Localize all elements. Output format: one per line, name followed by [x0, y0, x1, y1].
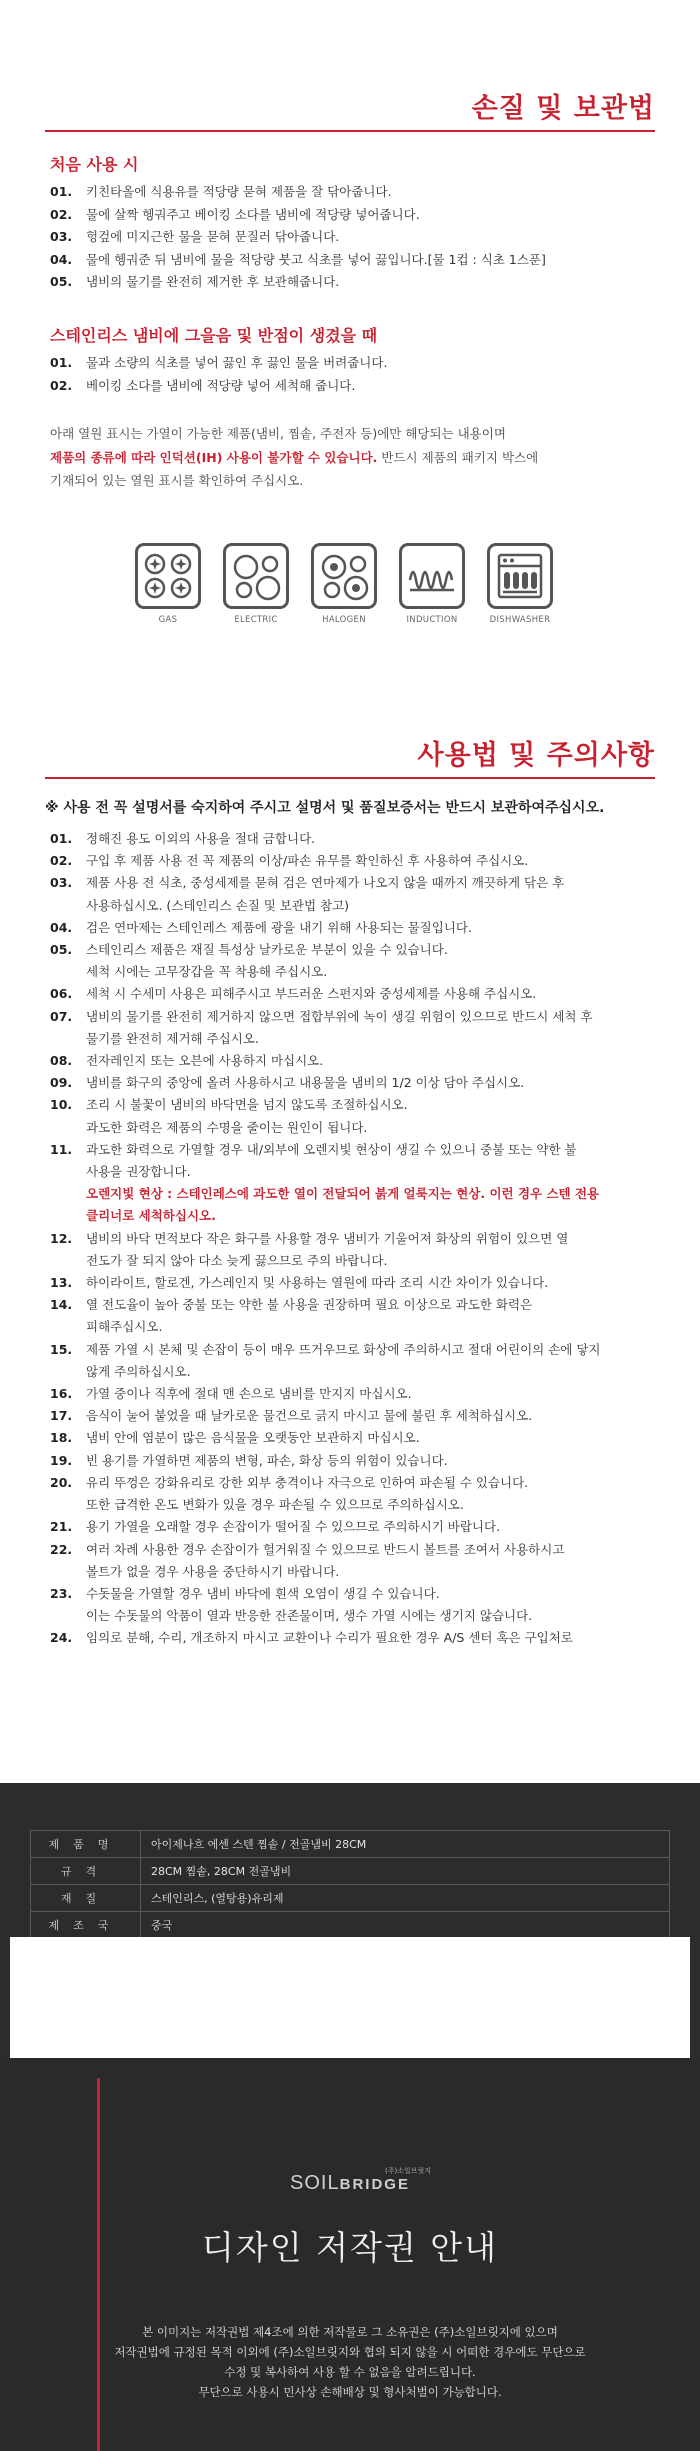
- item-number: 06.: [50, 986, 73, 1002]
- caution-item: [50, 983, 660, 1005]
- usage-caution-list: [50, 828, 660, 1650]
- item-line: 피해주십시오.: [86, 1319, 163, 1335]
- item-line: 유리 뚜껑은 강화유리로 강한 외부 충격이나 자극으로 인하여 파손될 수 있습니다.: [86, 1474, 529, 1490]
- list-item: [50, 352, 660, 375]
- brand-soil: SOIL: [290, 2172, 340, 2194]
- item-number: 03.: [50, 875, 73, 891]
- spec-table: [30, 1830, 670, 1939]
- item-line: 물기를 완전히 제거해 주십시오.: [86, 1030, 259, 1046]
- item-number: 11.: [50, 1141, 73, 1157]
- item-number: 02.: [50, 853, 73, 869]
- item-text: [86, 1627, 660, 1649]
- list-item: [50, 249, 660, 272]
- caution-item: [50, 872, 660, 916]
- copyright-line: 무단으로 사용시 민사상 손해배상 및 형사처벌이 가능합니다.: [198, 2385, 502, 2399]
- item-text: [86, 983, 660, 1005]
- list-item: [50, 271, 660, 294]
- caution-item: [50, 1450, 660, 1472]
- item-text: [86, 1450, 660, 1472]
- item-number: 18.: [50, 1430, 73, 1446]
- item-number: 23.: [50, 1585, 73, 1601]
- item-line: 용기 가열을 오래할 경우 손잡이가 떨어질 수 있으므로 주의하시기 바랍니다.: [86, 1519, 501, 1535]
- item-number: 08.: [50, 1053, 73, 1069]
- item-number: 01.: [50, 355, 73, 370]
- item-number: 17.: [50, 1408, 73, 1424]
- item-line: 하이라이트, 할로겐, 가스레인지 및 사용하는 열원에 따라 조리 시간 차이가 있습니다.: [86, 1275, 549, 1291]
- stain-care-list: [50, 352, 660, 397]
- caution-item: [50, 1072, 660, 1094]
- item-number: 20.: [50, 1474, 73, 1490]
- item-line: 빈 용기를 가열하면 제품의 변형, 파손, 화상 등의 위험이 있습니다.: [86, 1452, 448, 1468]
- item-line: 제품 사용 전 식초, 중성세제를 묻혀 검은 연마제가 나오지 않을 때까지 깨끗하게 닦은 후: [86, 875, 565, 891]
- item-line: 여러 차례 사용한 경우 손잡이가 헐거워질 수 있으므로 반드시 볼트를 조여서 사용하시고: [86, 1541, 565, 1557]
- care-storage-title: 손질 및 보관법: [471, 93, 655, 124]
- item-line: 이는 수돗물의 악품이 열과 반응한 잔존물이며, 생수 가열 시에는 생기지 않습니다.: [86, 1608, 533, 1624]
- item-line: 수돗물을 가열할 경우 냄비 바닥에 흰색 오염이 생길 수 있습니다.: [86, 1585, 440, 1601]
- heat-source-icons: [132, 543, 572, 625]
- item-line: 스테인리스 제품은 재질 특성상 날카로운 부분이 있을 수 있습니다.: [86, 942, 448, 958]
- note-line: [50, 446, 660, 470]
- item-number: 05.: [50, 274, 73, 289]
- item-text: 베이킹 소다를 냄비에 적당량 넣어 세척해 줍니다.: [86, 377, 356, 393]
- copyright-title: 디자인 저작권 안내: [201, 2228, 498, 2267]
- caution-item: [50, 917, 660, 939]
- item-line: 구입 후 제품 사용 전 꼭 제품의 이상/파손 유무를 확인하신 후 사용하여 주십시오.: [86, 853, 529, 869]
- copyright-line: 본 이미지는 저작권법 제4조에 의한 저작물로 그 소유권은 (주)소일브릿지에 있으며: [142, 2325, 558, 2339]
- caution-item: [50, 1427, 660, 1449]
- caution-item: [50, 1294, 660, 1338]
- item-line: 볼트가 없을 경우 사용을 중단하시기 바랍니다.: [86, 1563, 340, 1579]
- item-line: 않게 주의하십시오.: [86, 1363, 191, 1379]
- item-line: 검은 연마제는 스테인레스 제품에 광을 내기 위해 사용되는 물질입니다.: [86, 919, 472, 935]
- heat-source-electric: [220, 543, 292, 625]
- item-text: [86, 850, 660, 872]
- item-number: 05.: [50, 942, 73, 958]
- copyright-body: [0, 2322, 700, 2402]
- item-line: 사용하십시오. (스테인리스 손질 및 보관법 참고): [86, 897, 350, 913]
- item-text: [86, 1405, 660, 1427]
- gas-stove-icon: [135, 543, 201, 609]
- item-line: 정해진 용도 이외의 사용을 절대 금합니다.: [86, 831, 316, 846]
- warning-line: 오렌지빛 현상 : 스테인레스에 과도한 열이 전달되어 붉게 얼룩지는 현상. 이런 경우 스텐 전용: [86, 1186, 600, 1202]
- item-text: [86, 872, 660, 916]
- list-item: [50, 204, 660, 227]
- caution-item: [50, 939, 660, 983]
- caution-item: [50, 1405, 660, 1427]
- item-text: [86, 917, 660, 939]
- item-text: 물에 헹궈준 뒤 냄비에 물을 적당량 붓고 식초를 넣어 끓입니다.[물 1컵 : 식초 1스푼]: [86, 251, 546, 267]
- induction-icon: [399, 543, 465, 609]
- item-line: 제품 가열 시 본체 및 손잡이 등이 매우 뜨거우므로 화상에 주의하시고 절대 어린이의 손에 닿지: [86, 1341, 601, 1357]
- item-number: 22.: [50, 1541, 73, 1557]
- care-storage-section: [0, 0, 700, 640]
- heat-source-label: HALOGEN: [322, 615, 366, 625]
- caution-item: [50, 1272, 660, 1294]
- item-text: 냄비의 물기를 완전히 제거한 후 보관해줍니다.: [86, 274, 340, 289]
- caution-item: [50, 1139, 660, 1228]
- item-number: 04.: [50, 919, 73, 935]
- item-number: 24.: [50, 1630, 73, 1646]
- item-line: 전도가 잘 되지 않아 다소 늦게 끓으므로 주의 바랍니다.: [86, 1252, 388, 1268]
- section-divider: [45, 130, 655, 132]
- spec-value: 28CM 찜솥, 28CM 전골냄비: [141, 1858, 670, 1885]
- spec-key: 규격: [31, 1858, 141, 1885]
- note-line: 기재되어 있는 열원 표시를 확인하여 주십시오.: [50, 473, 304, 488]
- electric-stove-icon: [223, 543, 289, 609]
- item-text: 키친타올에 식용유를 적당량 묻혀 제품을 잘 닦아줍니다.: [86, 184, 392, 199]
- item-line: 음식이 눌어 붙었을 때 날카로운 물건으로 긁지 마시고 물에 불린 후 세척하십시오.: [86, 1408, 533, 1424]
- brand-subtitle: (주)소일브릿지: [385, 2167, 432, 2175]
- item-number: 09.: [50, 1075, 73, 1091]
- item-number: 15.: [50, 1341, 73, 1357]
- item-text: [86, 1094, 660, 1138]
- heat-source-label: DISHWASHER: [489, 615, 551, 625]
- heat-source-note: [50, 422, 660, 493]
- item-text: [86, 1539, 660, 1583]
- item-number: 12.: [50, 1230, 73, 1246]
- item-text: [86, 1583, 660, 1627]
- item-line: 열 전도율이 높아 중불 또는 약한 불 사용을 권장하며 필요 이상으로 과도한 화력은: [86, 1297, 533, 1313]
- spec-row: [31, 1912, 670, 1939]
- item-number: 10.: [50, 1097, 73, 1113]
- brand-bridge: BRIDGE: [339, 2176, 410, 2193]
- item-text: [86, 1228, 660, 1272]
- item-line: 세척 시에는 고무장갑을 꼭 착용해 주십시오.: [86, 964, 328, 980]
- item-line: 냄비의 바닥 면적보다 작은 화구를 사용할 경우 냄비가 기울어져 화상의 위험이 있으면 열: [86, 1230, 569, 1246]
- blank-panel: [10, 1937, 690, 2058]
- caution-item: [50, 1539, 660, 1583]
- item-line: 또한 급격한 온도 변화가 있을 경우 파손될 수 있으므로 주의하십시오.: [86, 1497, 464, 1513]
- item-number: 16.: [50, 1386, 73, 1402]
- stain-care-heading: 스테인리스 냄비에 그을음 및 반점이 생겼을 때: [50, 326, 378, 345]
- item-text: [86, 1427, 660, 1449]
- item-number: 07.: [50, 1008, 73, 1024]
- copyright-line: 수정 및 복사하여 사용 할 수 없음을 알려드립니다.: [224, 2365, 476, 2379]
- copyright-line: 저작권법에 규정된 목적 이외에 (주)소일브릿지와 협의 되지 않을 시 어떠한 경우에도 무단으로: [114, 2345, 586, 2359]
- item-number: 02.: [50, 206, 73, 222]
- caution-item: [50, 1383, 660, 1405]
- item-line: 냄비 안에 염분이 많은 음식물을 오랫동안 보관하지 마십시오.: [86, 1430, 420, 1446]
- item-text: [86, 1383, 660, 1405]
- spec-key: 제조국: [31, 1912, 141, 1939]
- caution-item: [50, 1050, 660, 1072]
- item-number: 13.: [50, 1275, 73, 1291]
- item-line: 냄비를 화구의 중앙에 올려 사용하시고 내용물을 냄비의 1/2 이상 담아 주십시오.: [86, 1075, 525, 1091]
- item-text: [86, 1050, 660, 1072]
- item-number: 21.: [50, 1519, 73, 1535]
- caution-item: [50, 1516, 660, 1538]
- item-line: 과도한 화력은 제품의 수명을 줄이는 원인이 됩니다.: [86, 1119, 368, 1135]
- item-text: [86, 1516, 660, 1538]
- item-number: 19.: [50, 1452, 73, 1468]
- heat-source-induction: [396, 543, 468, 625]
- spec-row: [31, 1885, 670, 1912]
- item-line: 세척 시 수세미 사용은 피해주시고 부드러운 스펀지와 중성세제를 사용해 주십시오.: [86, 986, 537, 1002]
- spec-key: 재질: [31, 1885, 141, 1912]
- caution-item: [50, 828, 660, 850]
- item-number: 01.: [50, 831, 73, 846]
- spec-key: 제품명: [31, 1831, 141, 1858]
- item-text: 물과 소량의 식초를 넣어 끓인 후 끓인 물을 버려줍니다.: [86, 355, 388, 370]
- spec-value: 아이제나흐 에센 스텐 찜솥 / 전골냄비 28CM: [141, 1831, 670, 1858]
- heat-source-label: ELECTRIC: [234, 615, 278, 625]
- caution-item: [50, 1627, 660, 1649]
- item-line: 가열 중이나 직후에 절대 맨 손으로 냄비를 만지지 마십시오.: [86, 1386, 412, 1402]
- halogen-stove-icon: [311, 543, 377, 609]
- item-text: 물에 살짝 헹궈주고 베이킹 소다를 냄비에 적당량 넣어줍니다.: [86, 206, 420, 222]
- heat-source-halogen: [308, 543, 380, 625]
- caution-item: [50, 1472, 660, 1516]
- item-line: 임의로 분해, 수리, 개조하지 마시고 교환이나 수리가 필요한 경우 A/S 센터 혹은 구입처로: [86, 1630, 573, 1646]
- manual-notice: ※ 사용 전 꼭 설명서를 숙지하여 주시고 설명서 및 품질보증서는 반드시 보관하여주십시오.: [45, 800, 605, 816]
- item-text: [86, 939, 660, 983]
- item-number: 01.: [50, 184, 73, 199]
- item-text: [86, 1339, 660, 1383]
- list-item: [50, 375, 660, 398]
- item-line: 사용을 권장합니다.: [86, 1164, 191, 1180]
- item-text: [86, 1072, 660, 1094]
- caution-item: [50, 1094, 660, 1138]
- induction-warning: 제품의 종류에 따라 인덕션(IH) 사용이 불가할 수 있습니다.: [50, 449, 378, 465]
- heat-source-label: GAS: [158, 615, 178, 625]
- brand-logo: [0, 2167, 700, 2195]
- item-line: 냄비의 물기를 완전히 제거하지 않으면 접합부위에 녹이 생길 위험이 있으므로 반드시 세척 후: [86, 1008, 593, 1024]
- item-number: 03.: [50, 229, 73, 244]
- spec-value: 스테인리스, (열탕용)유리제: [141, 1885, 670, 1912]
- item-number: 02.: [50, 377, 73, 393]
- caution-item: [50, 1339, 660, 1383]
- spec-row: [31, 1831, 670, 1858]
- dishwasher-icon: [487, 543, 553, 609]
- first-use-heading: 처음 사용 시: [50, 155, 139, 174]
- caution-item: [50, 1006, 660, 1050]
- caution-item: [50, 1583, 660, 1627]
- item-text: [86, 1139, 660, 1228]
- item-line: 전자레인지 또는 오븐에 사용하지 마십시오.: [86, 1053, 324, 1069]
- item-text: [86, 1006, 660, 1050]
- spec-row: [31, 1858, 670, 1885]
- item-text: [86, 828, 660, 850]
- item-line: 조리 시 불꽃이 냄비의 바닥면을 넘지 않도록 조절하십시오.: [86, 1097, 408, 1113]
- spec-value: 중국: [141, 1912, 670, 1939]
- heat-source-gas: [132, 543, 204, 625]
- item-number: 04.: [50, 251, 73, 267]
- heat-source-dishwasher: [484, 543, 556, 625]
- first-use-list: [50, 181, 660, 294]
- note-text: 반드시 제품의 패키지 박스에: [377, 449, 539, 465]
- item-text: [86, 1294, 660, 1338]
- item-line: 과도한 화력으로 가열할 경우 내/외부에 오렌지빛 현상이 생길 수 있으니 중불 또는 약한 불: [86, 1141, 577, 1157]
- usage-caution-title: 사용법 및 주의사항: [417, 740, 655, 771]
- list-item: [50, 181, 660, 204]
- list-item: [50, 226, 660, 249]
- caution-item: [50, 850, 660, 872]
- item-text: [86, 1472, 660, 1516]
- warning-line: 클리너로 세척하십시오.: [86, 1208, 216, 1224]
- section-divider: [45, 777, 655, 779]
- item-number: 14.: [50, 1297, 73, 1313]
- heat-source-label: INDUCTION: [406, 615, 458, 625]
- caution-item: [50, 1228, 660, 1272]
- note-line: 아래 열원 표시는 가열이 가능한 제품(냄비, 찜솥, 주전자 등)에만 해당되는 내용이며: [50, 426, 506, 441]
- item-text: 헝겊에 미지근한 물을 묻혀 문질러 닦아줍니다.: [86, 229, 340, 244]
- item-text: [86, 1272, 660, 1294]
